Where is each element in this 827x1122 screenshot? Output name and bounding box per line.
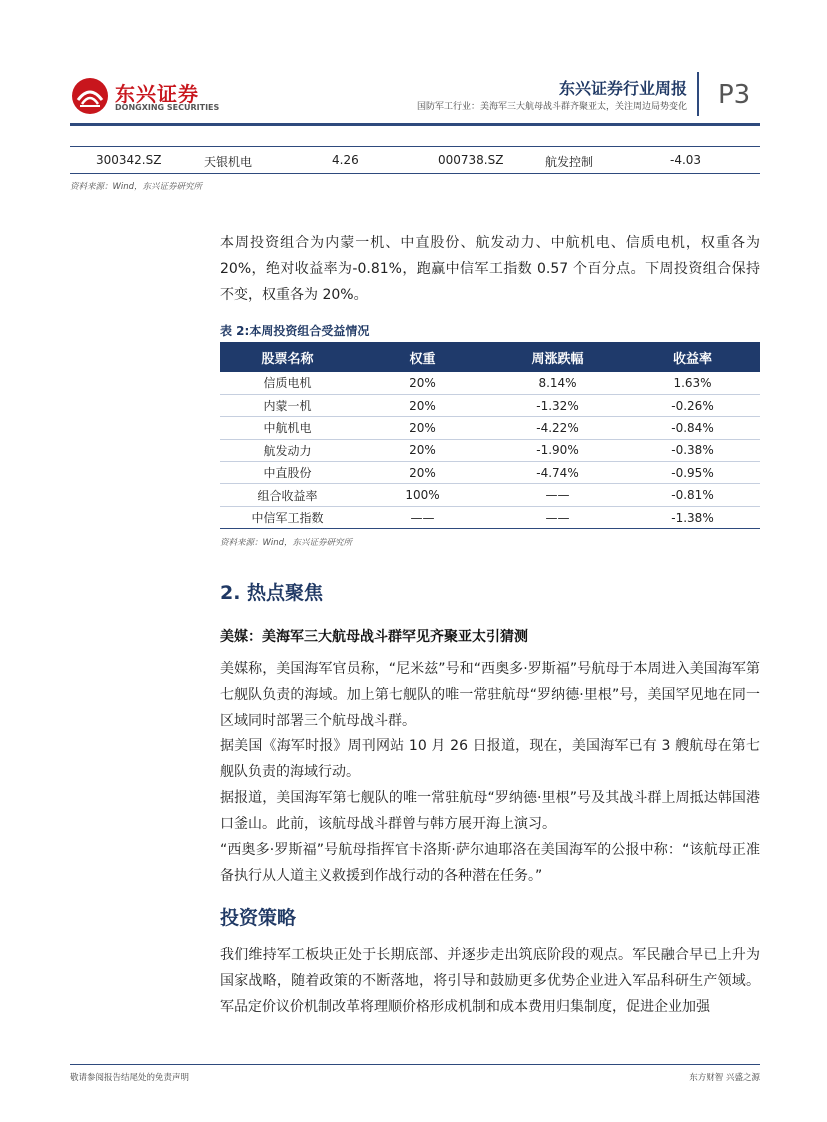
cell: -0.95% bbox=[625, 462, 760, 484]
cell: 中航机电 bbox=[220, 417, 355, 439]
cell: 组合收益率 bbox=[220, 484, 355, 506]
table-row bbox=[220, 506, 760, 528]
cell: 信质电机 bbox=[220, 372, 355, 394]
header-cell: 收益率 bbox=[625, 342, 760, 372]
footer-slogan: 东方财智 兴盛之源 bbox=[689, 1073, 760, 1083]
cell: -0.81% bbox=[625, 484, 760, 506]
logo-mark-icon bbox=[70, 76, 110, 116]
table-header-row bbox=[220, 342, 760, 372]
footer-disclaimer: 敬请参阅报告结尾处的免责声明 bbox=[70, 1073, 190, 1083]
news-paragraph: “西奥多·罗斯福”号航母指挥官卡洛斯·萨尔迪耶洛在美国海军的公报中称：“该航母正准备执行从人道主义救援到作战行动的各种潜在任务。” bbox=[220, 842, 760, 884]
cell: 20% bbox=[355, 394, 490, 416]
table1-last-row bbox=[70, 146, 760, 174]
cell-name: 天银机电 bbox=[204, 155, 253, 169]
cell-value: -4.03 bbox=[670, 153, 702, 167]
cell: -0.26% bbox=[625, 394, 760, 416]
table1-source: 资料来源：Wind，东兴证券研究所 bbox=[70, 182, 203, 192]
cell: -1.38% bbox=[625, 506, 760, 528]
header-rule bbox=[70, 123, 760, 126]
header-cell: 周涨跌幅 bbox=[490, 342, 625, 372]
cell: —— bbox=[355, 506, 490, 528]
table-row bbox=[220, 439, 760, 461]
cell: 1.63% bbox=[625, 372, 760, 394]
cell: -4.22% bbox=[490, 417, 625, 439]
cell: 20% bbox=[355, 372, 490, 394]
table2-source: 资料来源：Wind，东兴证券研究所 bbox=[220, 538, 353, 548]
logo-text-cn: 东兴证券 bbox=[115, 82, 199, 106]
company-logo bbox=[70, 76, 220, 116]
cell: -1.90% bbox=[490, 439, 625, 461]
cell: -0.84% bbox=[625, 417, 760, 439]
cell: -4.74% bbox=[490, 462, 625, 484]
cell: 100% bbox=[355, 484, 490, 506]
logo-text-en: DONGXING SECURITIES bbox=[115, 103, 220, 112]
header-cell: 权重 bbox=[355, 342, 490, 372]
cell: 20% bbox=[355, 417, 490, 439]
cell-value: 4.26 bbox=[332, 153, 359, 167]
header-divider bbox=[697, 72, 699, 116]
cell-name: 航发控制 bbox=[545, 155, 594, 169]
table-row bbox=[220, 417, 760, 439]
portfolio-table bbox=[220, 342, 760, 529]
table-row bbox=[220, 394, 760, 416]
cell: 内蒙一机 bbox=[220, 394, 355, 416]
news-paragraph: 据美国《海军时报》周刊网站 10 月 26 日报道，现在，美国海军已有 3 艘航母在第七舰队负责的海域行动。 bbox=[220, 738, 760, 780]
cell: 8.14% bbox=[490, 372, 625, 394]
section-heading: 2. 热点聚焦 bbox=[220, 582, 324, 604]
strategy-paragraph: 我们维持军工板块正处于长期底部、并逐步走出筑底阶段的观点。军民融合早已上升为国家战略，随着政策的不断落地，将引导和鼓励更多优势企业进入军品科研生产领域。军品定价议价机制改革将理顺价格形成机制和成本费用归集制度，促进企业加强 bbox=[220, 947, 760, 1015]
section-heading: 投资策略 bbox=[220, 907, 297, 929]
cell-code: 300342.SZ bbox=[96, 153, 162, 167]
cell: 20% bbox=[355, 462, 490, 484]
page-number: P3 bbox=[718, 80, 751, 110]
news-paragraph: 美媒称，美国海军官员称，“尼米兹”号和“西奥多·罗斯福”号航母于本周进入美国海军第七舰队负责的海域。加上第七舰队的唯一常驻航母“罗纳德·里根”号，美国罕见地在同一区域同时部署三个航母战斗群。 bbox=[220, 661, 760, 729]
table2-caption: 表 2:本周投资组合受益情况 bbox=[220, 324, 370, 338]
cell: —— bbox=[490, 506, 625, 528]
cell: 20% bbox=[355, 439, 490, 461]
header-cell: 股票名称 bbox=[220, 342, 355, 372]
report-subtitle: 国防军工行业：美海军三大航母战斗群齐聚亚太，关注周边局势变化 bbox=[416, 102, 687, 112]
news-paragraph: 据报道，美国海军第七舰队的唯一常驻航母“罗纳德·里根”号及其战斗群上周抵达韩国港口釜山。此前，该航母战斗群曾与韩方展开海上演习。 bbox=[220, 790, 760, 832]
portfolio-paragraph: 本周投资组合为内蒙一机、中直股份、航发动力、中航机电、信质电机，权重各为20%，绝对收益率为-0.81%，跑赢中信军工指数 0.57 个百分点。下周投资组合保持不变，权重各为 20%。 bbox=[220, 235, 760, 303]
cell: -0.38% bbox=[625, 439, 760, 461]
cell: 航发动力 bbox=[220, 439, 355, 461]
table-row bbox=[220, 372, 760, 394]
news-headline: 美媒：美海军三大航母战斗群罕见齐聚亚太引猜测 bbox=[220, 629, 528, 645]
cell: -1.32% bbox=[490, 394, 625, 416]
cell: —— bbox=[490, 484, 625, 506]
cell-code: 000738.SZ bbox=[438, 153, 504, 167]
footer-rule bbox=[70, 1064, 760, 1065]
table-row bbox=[220, 462, 760, 484]
report-title: 东兴证券行业周报 bbox=[558, 79, 687, 98]
cell: 中信军工指数 bbox=[220, 506, 355, 528]
table-row bbox=[220, 484, 760, 506]
cell: 中直股份 bbox=[220, 462, 355, 484]
